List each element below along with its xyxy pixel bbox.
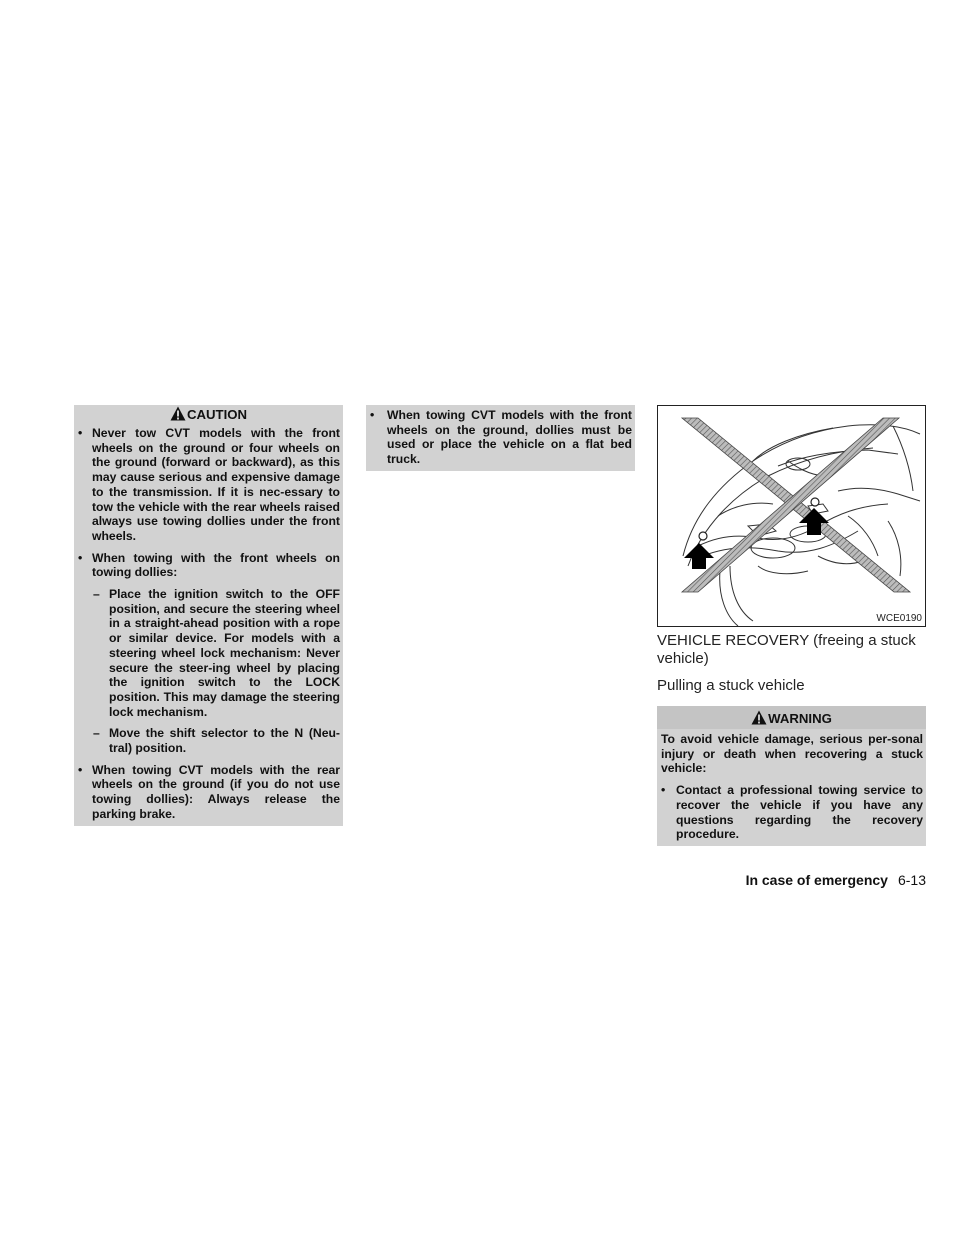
warning-body bbox=[657, 729, 926, 846]
bullet-icon: • bbox=[370, 408, 375, 422]
caution-item: • When towing CVT models with the rear wheels on the ground (if you do not use towing dollies): Always release the parking brake. bbox=[78, 762, 340, 821]
recovery-illustration bbox=[657, 405, 926, 627]
caution-item: • When towing CVT models with the front wheels on the ground, dollies must be used or place the vehicle on a flat bed truck. bbox=[370, 408, 632, 467]
warning-intro: To avoid vehicle damage, serious per-sonal injury or death when recovering a stuck vehicle: bbox=[661, 732, 923, 776]
warning-triangle-icon bbox=[751, 710, 767, 725]
warning-box bbox=[657, 706, 926, 846]
caution-sub-item: – Move the shift selector to the N (Neu-tral) position. bbox=[93, 726, 340, 756]
caution-item: • Never tow CVT models with the front wheels on the ground or four wheels on the ground (forward or backward), as this may cause serious and expensive damage to the transmission. If it is nec-essary to tow the vehicle with the rear wheels raised always use towing dollies under the front wheels. bbox=[78, 426, 340, 543]
figure-code: WCE0190 bbox=[876, 613, 922, 624]
page-footer bbox=[746, 872, 926, 888]
dash-icon: – bbox=[93, 587, 100, 602]
caution-continued-box bbox=[366, 405, 635, 471]
stuck-vehicle-drawing bbox=[658, 406, 925, 626]
bullet-icon: • bbox=[78, 550, 83, 565]
warning-title: WARNING bbox=[768, 711, 832, 726]
recovery-subheading: Pulling a stuck vehicle bbox=[657, 677, 805, 694]
caution-item: • When towing with the front wheels on towing dollies: bbox=[78, 550, 340, 580]
caution-sub-item: – Place the ignition switch to the OFF position, and secure the steering wheel in a straight-ahead position with a rope or similar device. For models with a steering wheel lock mechanism: Never secure the steer-ing wheel by placing the ignition switch to the LOCK position. This may damage the steering lock mechanism. bbox=[93, 587, 340, 719]
bullet-icon: • bbox=[78, 762, 83, 777]
warning-item: • Contact a professional towing service to recover the vehicle if you have any questions regarding the recovery procedure. bbox=[661, 783, 923, 842]
caution-box bbox=[74, 405, 343, 826]
dash-icon: – bbox=[93, 726, 100, 741]
bullet-icon: • bbox=[661, 783, 666, 798]
warning-heading bbox=[657, 706, 926, 729]
caution-heading bbox=[74, 405, 343, 424]
caution-title: CAUTION bbox=[186, 407, 248, 422]
warning-triangle-icon bbox=[170, 406, 186, 421]
page-number: 6-13 bbox=[897, 872, 926, 888]
recovery-heading: VEHICLE RECOVERY (freeing a stuck vehicle) bbox=[657, 632, 916, 667]
footer-section-title: In case of emergency bbox=[745, 872, 888, 888]
bullet-icon: • bbox=[78, 426, 83, 440]
